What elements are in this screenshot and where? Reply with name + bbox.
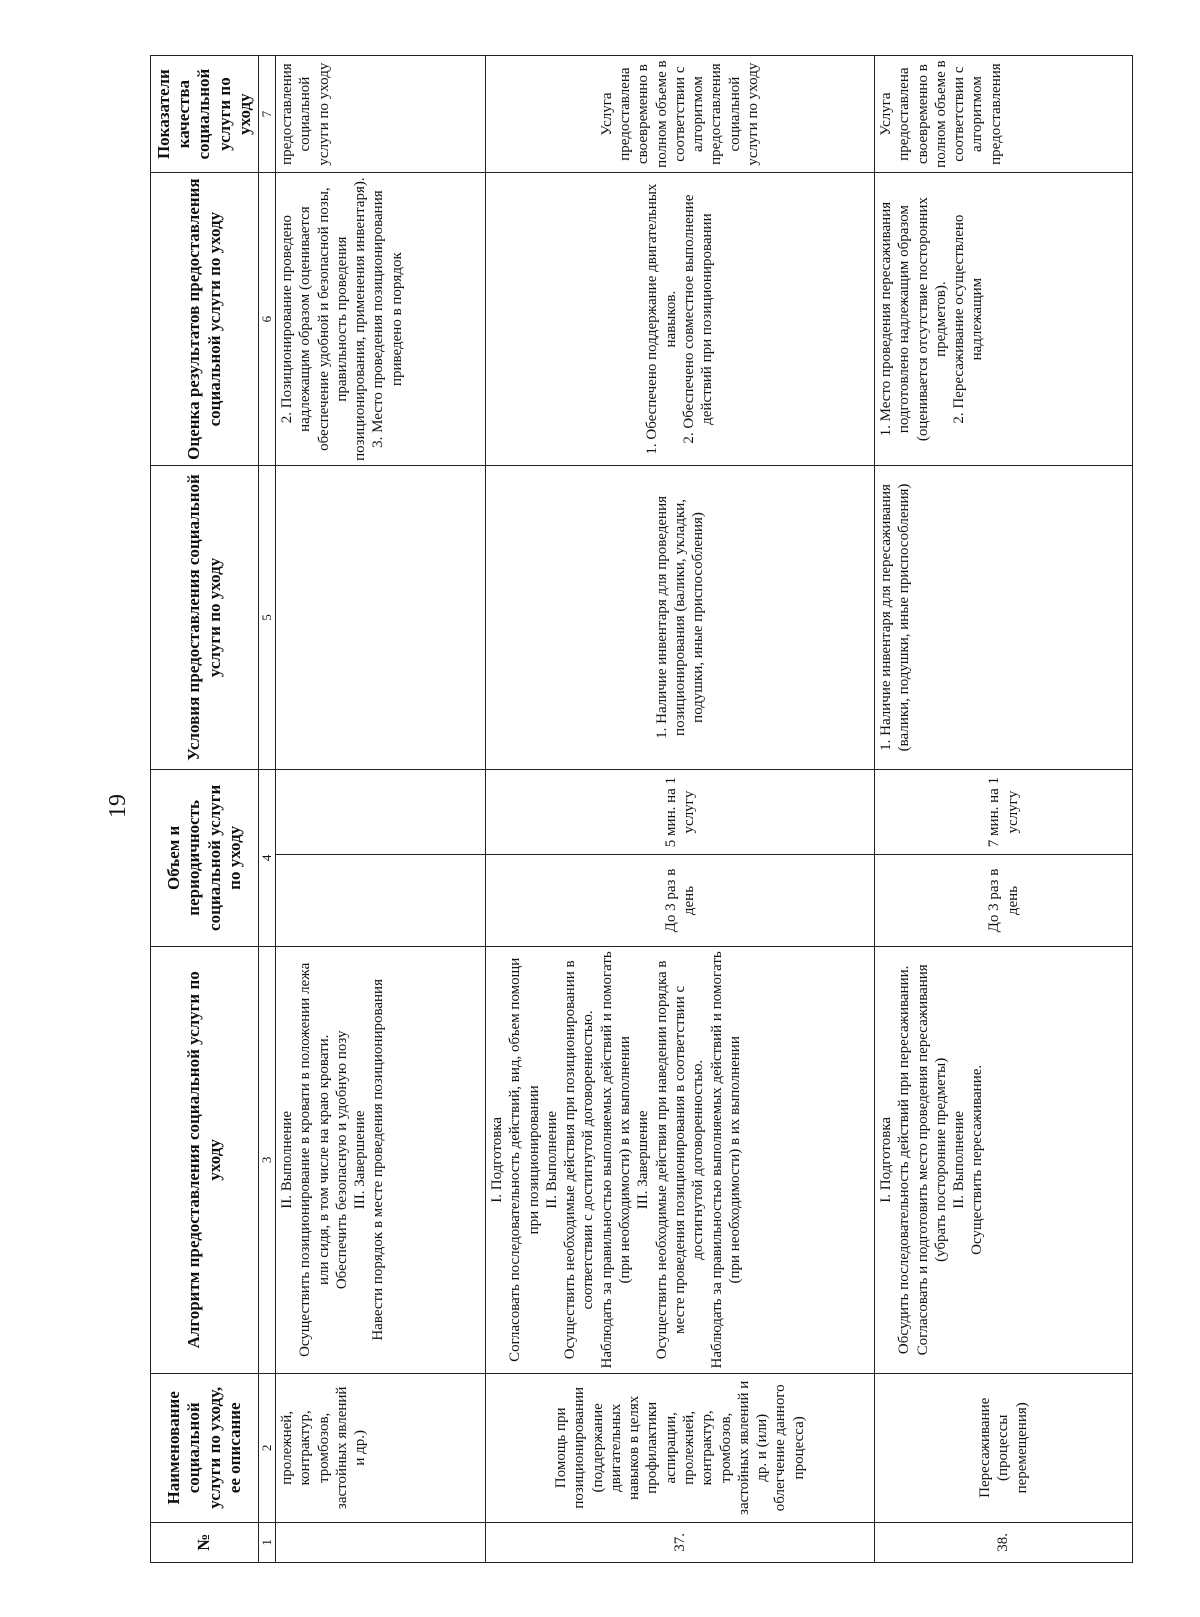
table-row — [276, 56, 486, 1563]
header-algorithm: Алгоритм предоставления социальной услуги по уходу — [151, 946, 259, 1373]
header-name: Наименование социальной услуги по уходу, ее описание — [151, 1373, 259, 1522]
service-conditions: 1. Наличие инвентаря для пересаживания (валики, подушки, иные приспособления) — [875, 466, 1133, 770]
header-evaluation: Оценка результатов предоставления социальной услуги по уходу — [151, 173, 259, 466]
service-evaluation: 2. Позиционирование проведено надлежащим образом (оценивается обеспечение удобной и безопасной позы, правильность проведения позиционирования, применения инвентаря). 3. Место проведения позиционирования приведено в порядок — [276, 173, 486, 466]
header-no: № — [151, 1522, 259, 1562]
row-number — [276, 1522, 486, 1562]
service-conditions: 1. Наличие инвентаря для проведения позиционирования (валики, укладки, подушки, иные приспособления) — [486, 466, 875, 770]
table-row — [486, 56, 875, 1563]
service-frequency: До 3 раз в день — [486, 855, 875, 947]
column-number: 5 — [259, 466, 276, 770]
row-number: 38. — [875, 1522, 1133, 1562]
service-quality: предоставления социальной услуги по уходу — [276, 56, 486, 173]
header-quality: Показатели качества социальной услуги по уходу — [151, 56, 259, 173]
service-frequency: До 3 раз в день — [875, 855, 1133, 947]
table-row — [875, 56, 1133, 1563]
column-number: 4 — [259, 769, 276, 946]
column-number: 3 — [259, 946, 276, 1373]
service-name: пролежней, контрактур, тромбозов, застойных явлений и др.) — [276, 1373, 486, 1522]
service-duration: 7 мин. на 1 услугу — [875, 769, 1133, 854]
column-number: 6 — [259, 173, 276, 466]
service-duration: 5 мин. на 1 услугу — [486, 769, 875, 854]
row-number: 37. — [486, 1522, 875, 1562]
header-volume: Объем и периодичность социальной услуги по уходу — [151, 769, 259, 946]
service-name: Помощь при позиционировании (поддержание двигательных навыков в целях профилактики аспирации, пролежней, контрактур, тромбозов, застойных явлений и др. и (или) облегчение данного процесса) — [486, 1373, 875, 1522]
service-algorithm: I. Подготовка Согласовать последовательность действий, вид, объем помощи при позиционировании II. Выполнение Осуществить необходимые действия при позиционировании в соответствии с достигнутой договоренностью. Наблюдать за правильностью выполняемых действий и помогать (при необходимости) в их выполнении III. Завершение Осуществить необходимые действия при наведении порядка в месте проведения позиционирования в соответствии с достигнутой договоренностью. Наблюдать за правильностью выполняемых действий и помогать (при необходимости) в их выполнении — [486, 946, 875, 1373]
service-conditions — [276, 466, 486, 770]
service-quality: Услуга предоставлена своевременно в полном объеме в соответствии с алгоритмом предоставления — [875, 56, 1133, 173]
column-number: 1 — [259, 1522, 276, 1562]
service-name: Пересаживание (процессы перемещения) — [875, 1373, 1133, 1522]
column-number: 7 — [259, 56, 276, 173]
service-evaluation: 1. Место проведения пересаживания подготовлено надлежащим образом (оценивается отсутствие посторонних предметов). 2. Пересаживание осуществлено надлежащим — [875, 173, 1133, 466]
service-algorithm: II. Выполнение Осуществить позиционирование в кровати в положении лежа или сидя, в том числе на краю кровати. Обеспечить безопасную и удобную позу III. Завершение Навести порядок в месте проведения позиционирования — [276, 946, 486, 1373]
header-row — [151, 56, 259, 1563]
header-conditions: Условия предоставления социальной услуги по уходу — [151, 466, 259, 770]
services-table — [150, 55, 1133, 1563]
page-number: 19 — [105, 794, 131, 818]
service-quality: Услуга предоставлена своевременно в полном объеме в соответствии с алгоритмом предоставления социальной услуги по уходу — [486, 56, 875, 173]
service-algorithm: I. Подготовка Обсудить последовательность действий при пересаживании. Согласовать и подготовить место проведения пересаживания (убрать посторонние предметы) II. Выполнение Осуществить пересаживание. — [875, 946, 1133, 1373]
column-numbers-row — [259, 56, 276, 1563]
service-duration — [276, 769, 486, 854]
service-frequency — [276, 855, 486, 947]
rotated-table-wrapper — [150, 55, 1133, 1563]
column-number: 2 — [259, 1373, 276, 1522]
service-evaluation: 1. Обеспечено поддержание двигательных навыков. 2. Обеспечено совместное выполнение действий при позиционировании — [486, 173, 875, 466]
